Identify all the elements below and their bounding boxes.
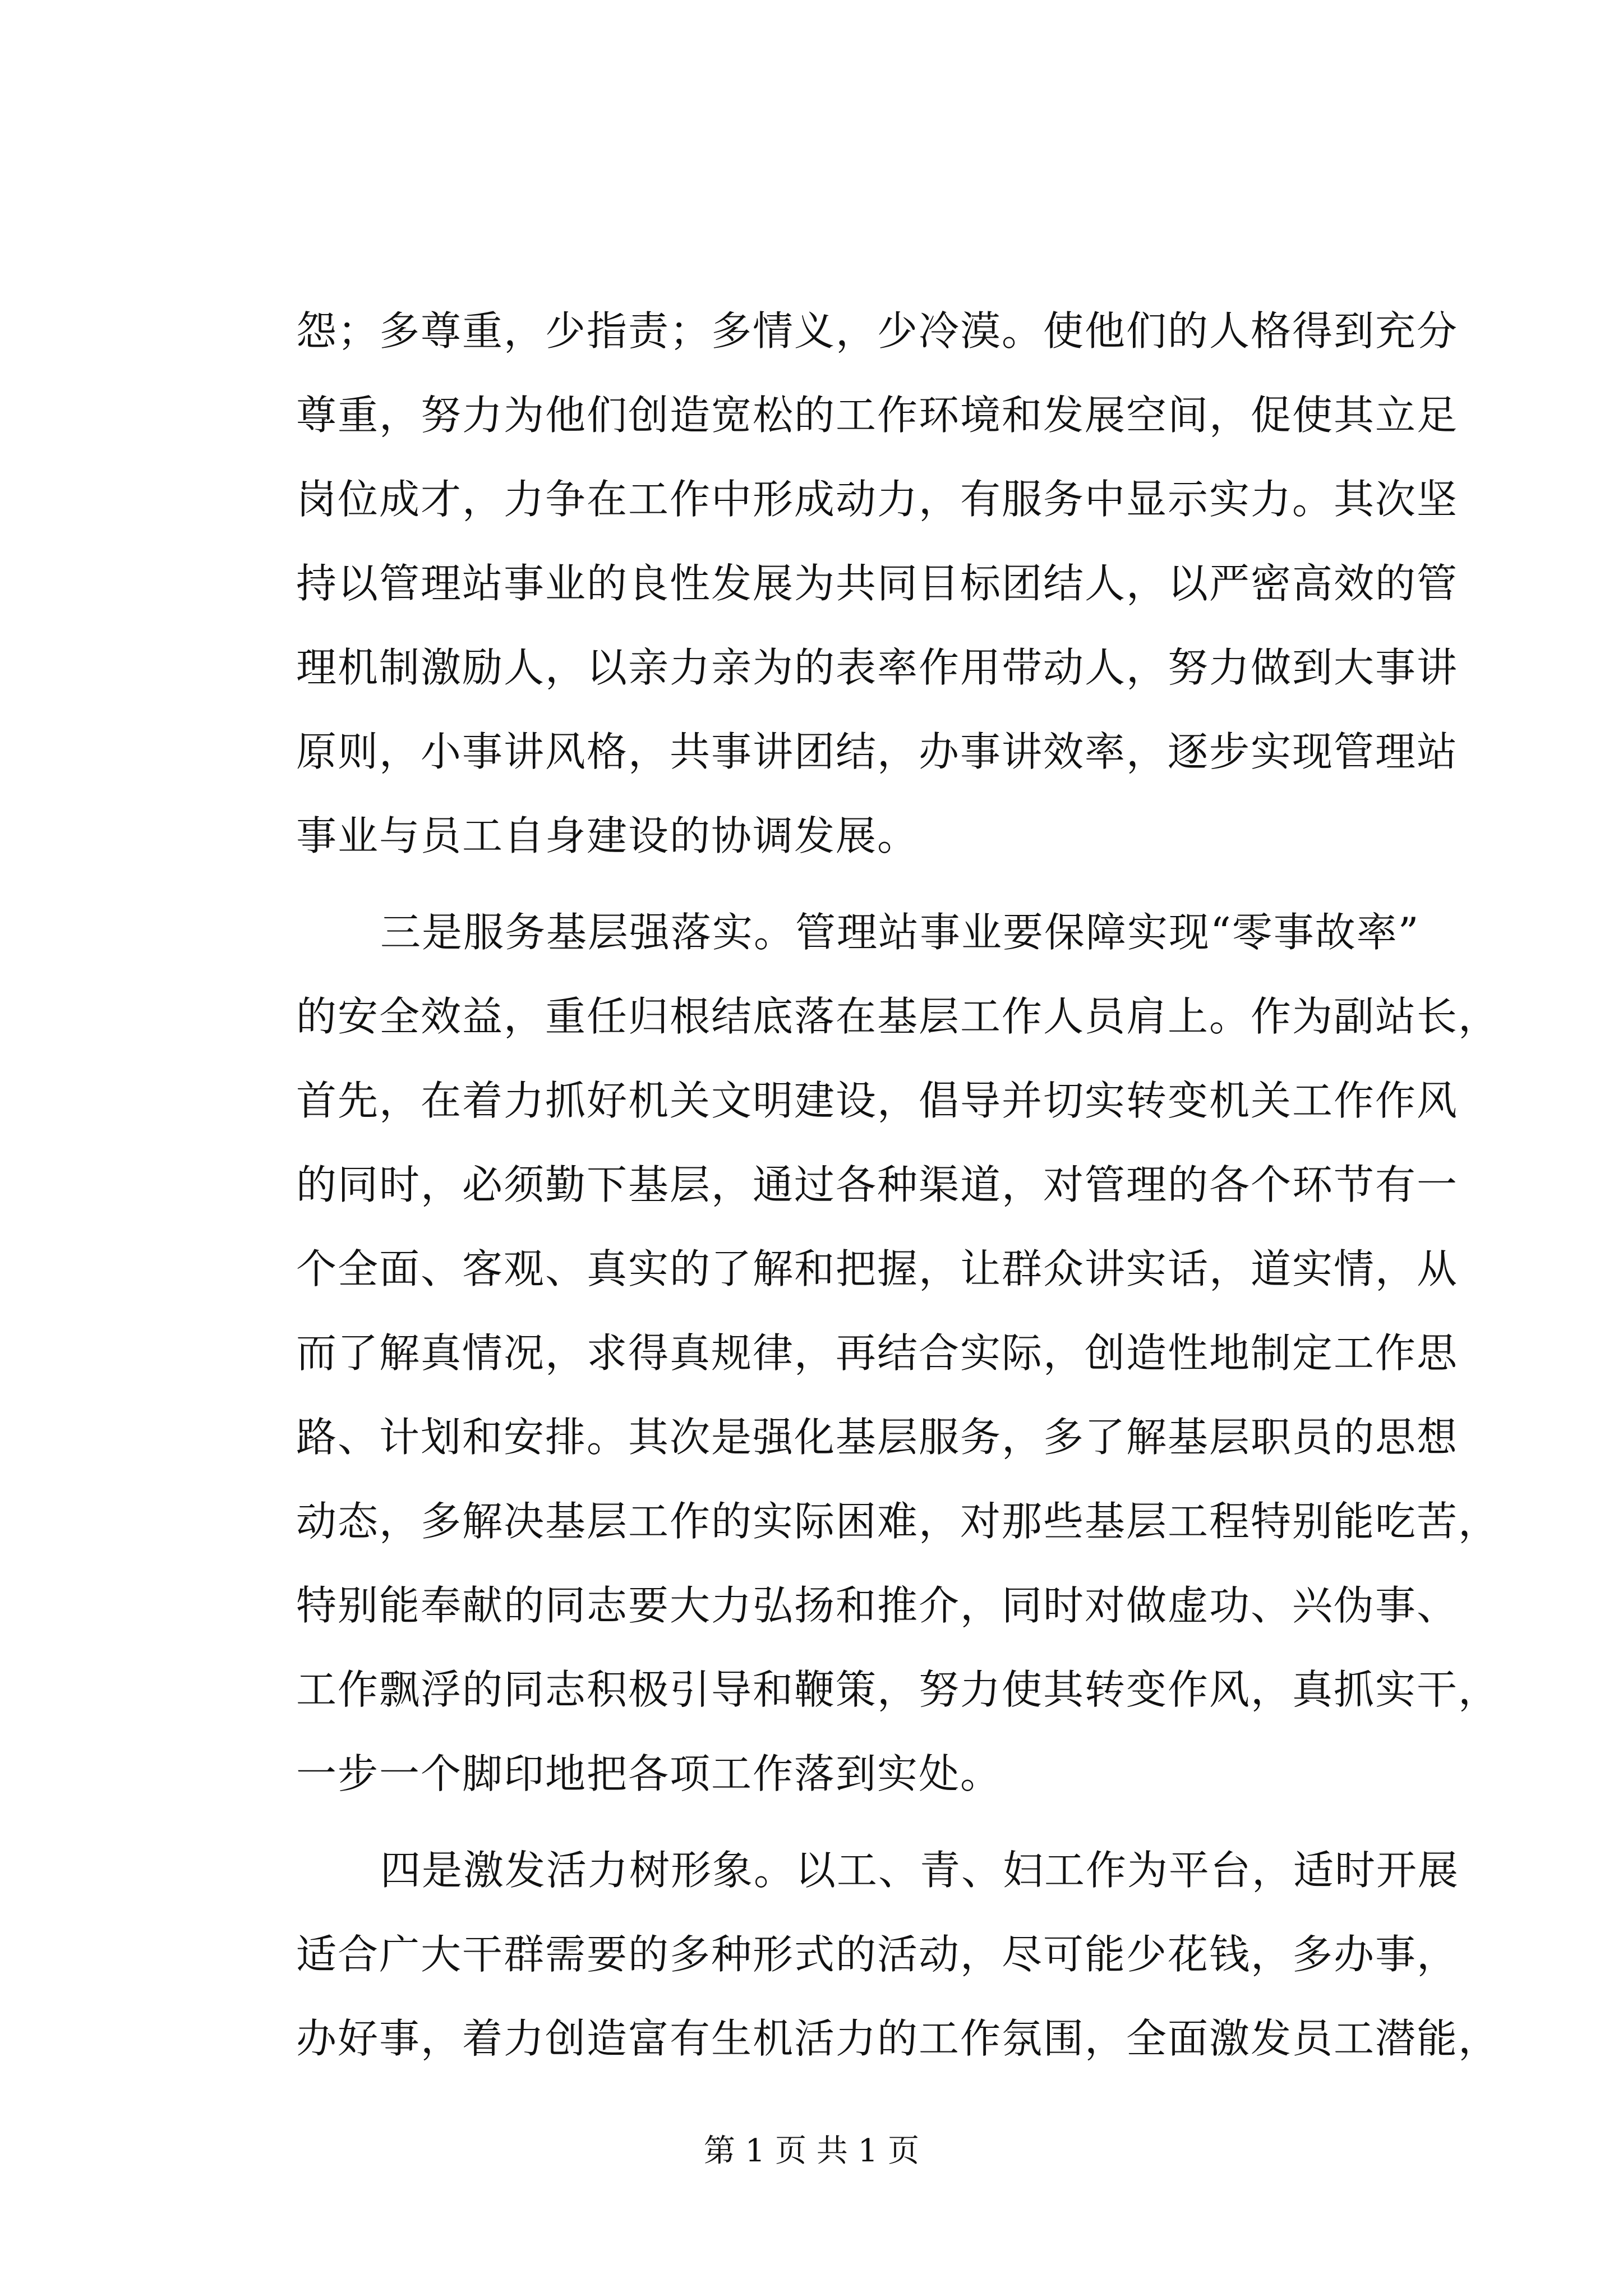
text-line: 一步一个脚印地把各项工作落到实处。 <box>296 1750 1002 1797</box>
paragraph-start-line: 三是服务基层强落实。管理站事业要保障实现“零事故率” <box>380 909 1420 956</box>
text-line: 持以管理站事业的良性发展为共同目标团结人，以严密高效的管 <box>296 560 1459 607</box>
text-line: 的安全效益，重任归根结底落在基层工作人员肩上。作为副站长， <box>296 993 1500 1040</box>
text-line: 的同时，必须勤下基层，通过各种渠道，对管理的各个环节有一 <box>296 1161 1459 1208</box>
text-line: 工作飘浮的同志积极引导和鞭策，努力使其转变作风，真抓实干， <box>296 1666 1500 1713</box>
page-number-footer: 第 1 页 共 1 页 <box>703 2133 920 2169</box>
text-line: 动态，多解决基层工作的实际困难，对那些基层工程特别能吃苦， <box>296 1498 1500 1545</box>
text-line: 怨；多尊重，少指责；多情义，少冷漠。使他们的人格得到充分 <box>296 307 1459 355</box>
text-line: 适合广大干群需要的多种形式的活动，尽可能少花钱，多办事， <box>296 1931 1459 1978</box>
text-line: 办好事，着力创造富有生机活力的工作氛围，全面激发员工潜能， <box>296 2015 1500 2062</box>
text-line: 岗位成才，力争在工作中形成动力，有服务中显示实力。其次坚 <box>296 476 1459 523</box>
text-line: 事业与员工自身建设的协调发展。 <box>296 812 919 859</box>
text-line: 理机制激励人，以亲力亲为的表率作用带动人，努力做到大事讲 <box>296 644 1459 691</box>
text-line: 而了解真情况，求得真规律，再结合实际，创造性地制定工作思 <box>296 1329 1459 1377</box>
text-line: 原则，小事讲风格，共事讲团结，办事讲效率，逐步实现管理站 <box>296 728 1459 775</box>
text-line: 路、计划和安排。其次是强化基层服务，多了解基层职员的思想 <box>296 1414 1459 1461</box>
text-line: 首先，在着力抓好机关文明建设，倡导并切实转变机关工作作风 <box>296 1077 1459 1124</box>
text-line: 尊重，努力为他们创造宽松的工作环境和发展空间，促使其立足 <box>296 392 1459 439</box>
text-line: 特别能奉献的同志要大力弘扬和推介，同时对做虚功、兴伪事、 <box>296 1582 1459 1629</box>
text-line: 个全面、客观、真实的了解和把握，让群众讲实话，道实情，从 <box>296 1245 1459 1292</box>
document-body <box>296 289 1500 2081</box>
paragraph-start-line: 四是激发活力树形象。以工、青、妇工作为平台，适时开展 <box>380 1847 1460 1894</box>
